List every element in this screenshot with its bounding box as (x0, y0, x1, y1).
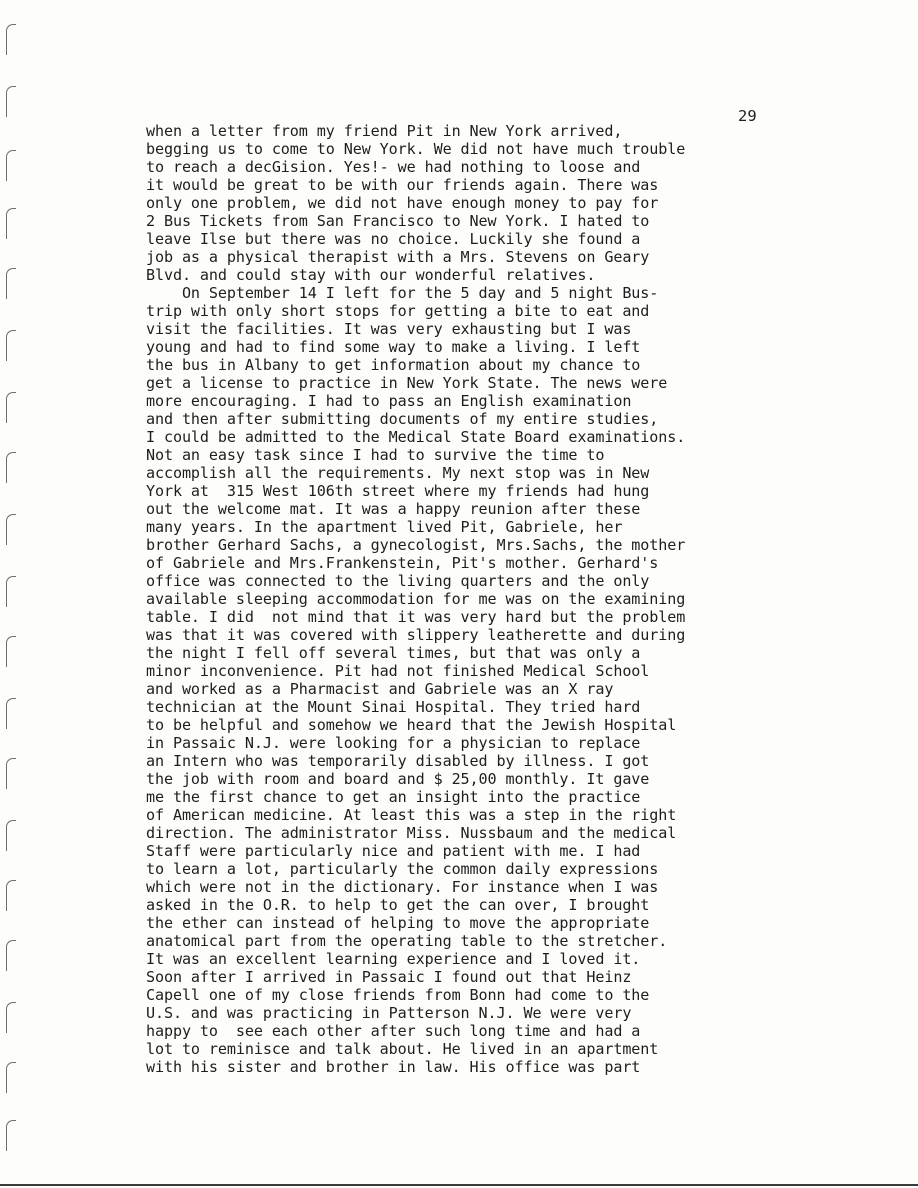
text-line: of Gabriele and Mrs.Frankenstein, Pit's mother. Gerhard's (146, 554, 659, 572)
text-line: when a letter from my friend Pit in New York arrived, (146, 122, 623, 140)
binder-mark (6, 940, 16, 971)
text-line: was that it was covered with slippery leatherette and during (146, 626, 686, 644)
text-line: the job with room and board and $ 25,00 monthly. It gave (146, 770, 650, 788)
binder-mark (6, 150, 16, 181)
text-line: young and had to find some way to make a living. I left (146, 338, 641, 356)
binder-mark (6, 1120, 16, 1151)
text-line: anatomical part from the operating table to the stretcher. (146, 932, 668, 950)
text-line: leave Ilse but there was no choice. Luckily she found a (146, 230, 641, 248)
text-line: happy to see each other after such long time and had a (146, 1022, 641, 1040)
text-line: the bus in Albany to get information about my chance to (146, 356, 641, 374)
binder-mark (6, 208, 16, 239)
text-line: office was connected to the living quarters and the only (146, 572, 650, 590)
text-line: more encouraging. I had to pass an English examination (146, 392, 632, 410)
binder-mark (6, 698, 16, 729)
text-line: 2 Bus Tickets from San Francisco to New York. I hated to (146, 212, 650, 230)
text-line: an Intern who was temporarily disabled by illness. I got (146, 752, 650, 770)
text-line: the night I fell off several times, but that was only a (146, 644, 641, 662)
text-line: Capell one of my close friends from Bonn had come to the (146, 986, 650, 1004)
binder-mark (6, 576, 16, 607)
text-line: to learn a lot, particularly the common daily expressions (146, 860, 659, 878)
binder-mark (6, 452, 16, 483)
text-line: accomplish all the requirements. My next stop was in New (146, 464, 650, 482)
text-line: only one problem, we did not have enough money to pay for (146, 194, 659, 212)
text-line: On September 14 I left for the 5 day and 5 night Bus- (146, 284, 659, 302)
text-line: which were not in the dictionary. For instance when I was (146, 878, 659, 896)
binder-mark (6, 330, 16, 361)
text-line: it would be great to be with our friends again. There was (146, 176, 659, 194)
binder-mark (6, 514, 16, 545)
text-line: York at 315 West 106th street where my friends had hung (146, 482, 650, 500)
text-line: get a license to practice in New York State. The news were (146, 374, 668, 392)
text-line: trip with only short stops for getting a bite to eat and (146, 302, 650, 320)
text-line: minor inconvenience. Pit had not finished Medical School (146, 662, 650, 680)
text-line: brother Gerhard Sachs, a gynecologist, Mrs.Sachs, the mother (146, 536, 686, 554)
text-line: available sleeping accommodation for me was on the examining (146, 590, 686, 608)
page-bottom-edge (0, 1184, 918, 1186)
text-line: of American medicine. At least this was a step in the right (146, 806, 677, 824)
text-line: and worked as a Pharmacist and Gabriele was an X ray (146, 680, 614, 698)
binder-mark (6, 880, 16, 911)
text-line: to be helpful and somehow we heard that the Jewish Hospital (146, 716, 677, 734)
text-line: the ether can instead of helping to move the appropriate (146, 914, 650, 932)
text-line: job as a physical therapist with a Mrs. Stevens on Geary (146, 248, 650, 266)
text-line: I could be admitted to the Medical State Board examinations. (146, 428, 686, 446)
text-line: technician at the Mount Sinai Hospital. They tried hard (146, 698, 641, 716)
text-line: Soon after I arrived in Passaic I found out that Heinz (146, 968, 632, 986)
text-line: lot to reminisce and talk about. He lived in an apartment (146, 1040, 659, 1058)
binder-mark (6, 820, 16, 851)
text-line: to reach a decGision. Yes!- we had nothing to loose and (146, 158, 641, 176)
binder-mark (6, 636, 16, 667)
text-line: begging us to come to New York. We did not have much trouble (146, 140, 686, 158)
binder-hole-marks (0, 0, 20, 1188)
text-line: Staff were particularly nice and patient with me. I had (146, 842, 641, 860)
typed-body-text (146, 122, 806, 1076)
text-line: It was an excellent learning experience and I loved it. (146, 950, 641, 968)
binder-mark (6, 392, 16, 423)
text-line: in Passaic N.J. were looking for a physician to replace (146, 734, 641, 752)
binder-mark (6, 758, 16, 789)
text-line: out the welcome mat. It was a happy reunion after these (146, 500, 641, 518)
page-number: 29 (738, 107, 757, 125)
binder-mark (6, 24, 16, 55)
binder-mark (6, 86, 16, 117)
text-line: direction. The administrator Miss. Nussbaum and the medical (146, 824, 677, 842)
text-line: with his sister and brother in law. His office was part (146, 1058, 641, 1076)
text-line: Blvd. and could stay with our wonderful relatives. (146, 266, 596, 284)
binder-mark (6, 268, 16, 299)
text-line: and then after submitting documents of my entire studies, (146, 410, 659, 428)
text-line: Not an easy task since I had to survive the time to (146, 446, 605, 464)
text-line: many years. In the apartment lived Pit, Gabriele, her (146, 518, 623, 536)
text-line: table. I did not mind that it was very hard but the problem (146, 608, 686, 626)
text-line: me the first chance to get an insight into the practice (146, 788, 641, 806)
text-line: asked in the O.R. to help to get the can over, I brought (146, 896, 650, 914)
text-line: U.S. and was practicing in Patterson N.J. We were very (146, 1004, 632, 1022)
binder-mark (6, 1062, 16, 1093)
binder-mark (6, 1002, 16, 1033)
text-line: visit the facilities. It was very exhausting but I was (146, 320, 632, 338)
